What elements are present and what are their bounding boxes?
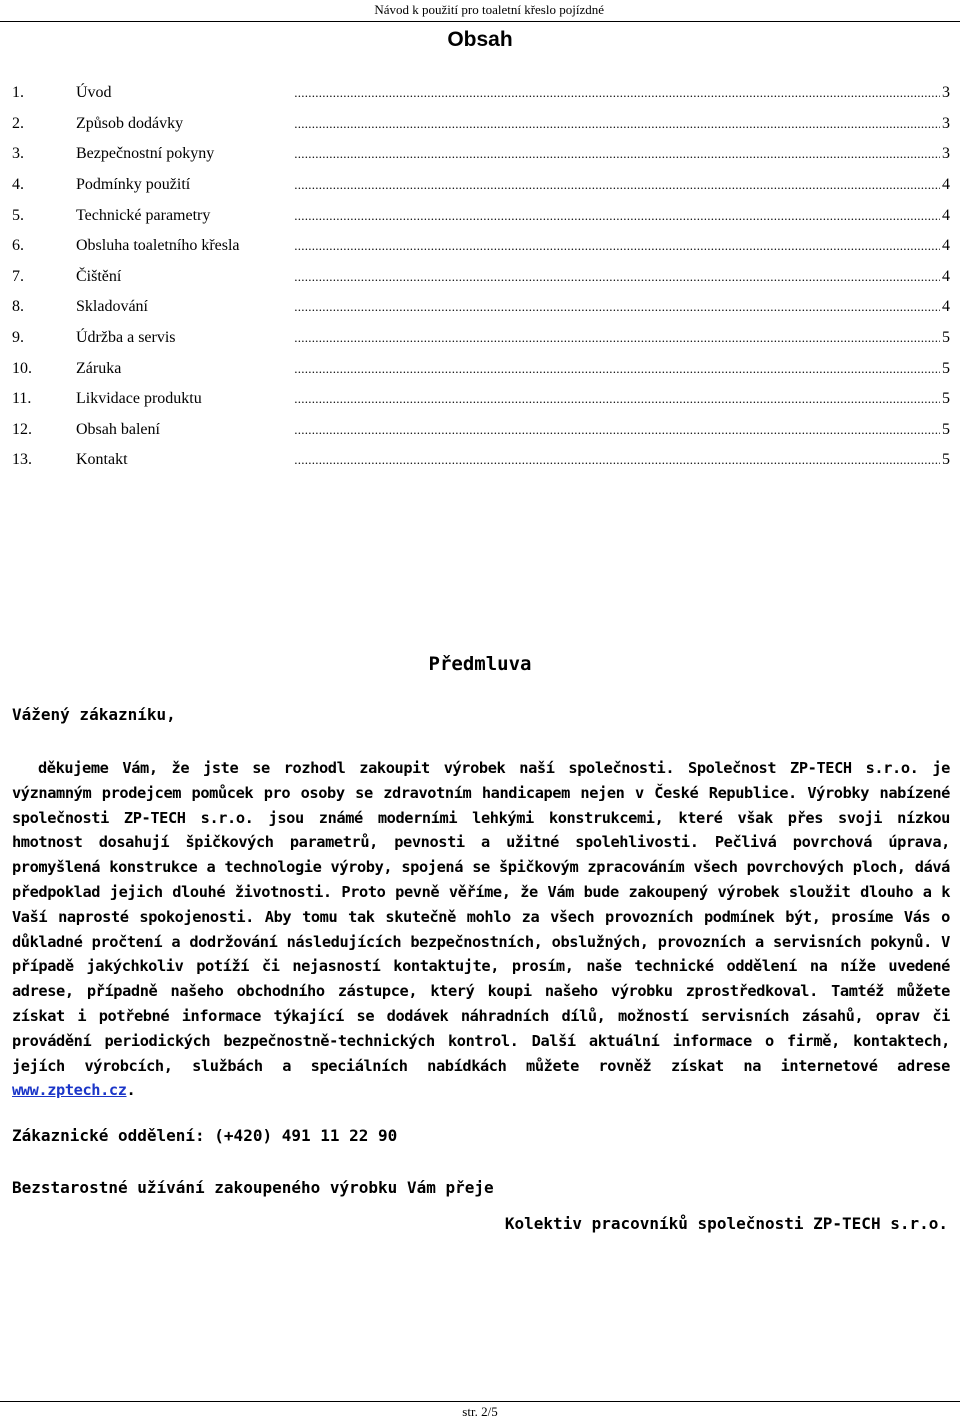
- toc-leader-dots: [114, 84, 940, 102]
- toc-item-number: 9.: [12, 329, 24, 347]
- toc-item-label: Údržba a servis: [76, 329, 176, 347]
- toc-item-number: 10.: [12, 359, 32, 377]
- toc-title: Obsah: [447, 28, 513, 51]
- toc-leader-dots: [178, 329, 940, 347]
- toc-leader-dots: [242, 237, 940, 255]
- toc-leader-dots: [212, 207, 940, 225]
- toc-item[interactable]: [12, 353, 950, 384]
- toc-item[interactable]: [12, 109, 950, 140]
- toc-item-label: Skladování: [76, 298, 148, 316]
- toc-item-page: 4: [942, 298, 950, 316]
- toc-item-label: Bezpečnostní pokyny: [76, 145, 215, 163]
- toc-leader-dots: [204, 390, 940, 408]
- toc-item-number: 6.: [12, 237, 24, 255]
- toc-leader-dots: [192, 176, 940, 194]
- toc-leader-dots: [123, 268, 940, 286]
- toc-item[interactable]: [12, 323, 950, 354]
- toc-item[interactable]: [12, 445, 950, 476]
- toc-item-label: Technické parametry: [76, 206, 211, 224]
- running-header-title: Návod k použití pro toaletní křeslo pojízdné: [374, 2, 604, 17]
- toc-item-label: Způsob dodávky: [76, 114, 184, 132]
- toc-item-number: 11.: [12, 390, 32, 408]
- toc-item-page: 3: [942, 145, 950, 163]
- website-link[interactable]: www.zptech.cz: [12, 1081, 127, 1100]
- toc-item-label: Likvidace produktu: [76, 390, 202, 408]
- toc-item-page: 4: [942, 267, 950, 285]
- toc-item-label: Obsluha toaletního křesla: [76, 237, 240, 255]
- running-header: [0, 0, 960, 22]
- toc-item[interactable]: [12, 262, 950, 293]
- closing-wish: Bezstarostné užívání zakoupeného výrobku Vám přeje: [12, 1178, 494, 1197]
- toc-item-number: 4.: [12, 176, 24, 194]
- toc-item-page: 4: [942, 237, 950, 255]
- toc-item-page: 5: [942, 390, 950, 408]
- toc-item-label: Podmínky použití: [76, 176, 191, 194]
- toc-leader-dots: [123, 360, 940, 378]
- toc-item-page: 5: [942, 359, 950, 377]
- signature: Kolektiv pracovníků společnosti ZP-TECH s.r.o.: [504, 1214, 948, 1233]
- toc-item[interactable]: [12, 384, 950, 415]
- toc-leader-dots: [150, 298, 940, 316]
- toc-item-number: 13.: [12, 451, 32, 469]
- preface-body-end: .: [126, 1081, 136, 1100]
- preface-body: [12, 756, 950, 1103]
- toc-item-page: 5: [942, 420, 950, 438]
- toc-item[interactable]: [12, 170, 950, 201]
- toc-item-number: 8.: [12, 298, 24, 316]
- preface-body-text: děkujeme Vám, že jste se rozhodl zakoupit výrobek naší společnosti. Společnost ZP-TECH s.r.o. je významným prodejcem pomůcek pro osoby se zdravotním handicapem nejen v České Republice. Výrobky nabízené společnosti ZP-TECH s.r.o. jsou známé moderními lehkými konstrukcemi, které však přes svoji nízkou hmotnost dosahují špičkových parametrů, pevnosti a užitné spolehlivosti. Pečlivá povrchová úprava, promyšlená konstrukce a technologie výroby, spojená se špičkovým zpracováním všech povrchových ploch, dává předpoklad jejich dlouhé životnosti. Proto pevně věříme, že Vám bude zakoupený výrobek sloužit dlouho a k Vaší naprosté spokojenosti. Aby tomu tak skutečně mohlo za všech provozních podmínek být, prosíme Vás o důkladné pročtení a dodržování následujících bezpečnostních, obslužných, provozních a servisních pokynů. V případě jakýchkoliv potíží či nejasností kontaktujte, prosím, naše technické oddělení na níže uvedené adrese, případně našeho obchodního zástupce, který koupi našeho výrobku zprostředkoval. Tamtéž můžete získat i potřebné informace týkající se dodávek náhradních dílů, možností servisních zásahů, oprav či provádění periodických bezpečnostně-technických kontrol. Další aktuální informace o firmě, kontaktech, jejích výrobcích, službách a speciálních nabídkách můžete rovněž získat na internetové adrese: [12, 759, 950, 1075]
- toc-item-page: 4: [942, 176, 950, 194]
- toc-item-label: Čištění: [76, 267, 122, 285]
- toc-item-number: 7.: [12, 267, 24, 285]
- toc-item-label: Obsah balení: [76, 420, 160, 438]
- salutation: Vážený zákazníku,: [12, 705, 176, 724]
- footer-divider: [0, 1401, 960, 1402]
- table-of-contents: [12, 78, 950, 476]
- toc-item-label: Záruka: [76, 359, 122, 377]
- toc-item-number: 12.: [12, 420, 32, 438]
- page-number: str. 2/5: [462, 1404, 498, 1419]
- customer-service-phone: Zákaznické oddělení: (+420) 491 11 22 90: [12, 1126, 398, 1145]
- toc-item[interactable]: [12, 200, 950, 231]
- toc-leader-dots: [185, 115, 940, 133]
- toc-leader-dots: [162, 421, 940, 439]
- toc-item[interactable]: [12, 139, 950, 170]
- toc-item-page: 4: [942, 206, 950, 224]
- toc-item-label: Kontakt: [76, 451, 128, 469]
- toc-item-page: 5: [942, 451, 950, 469]
- toc-item-number: 2.: [12, 114, 24, 132]
- toc-item-page: 3: [942, 114, 950, 132]
- toc-item-number: 1.: [12, 84, 24, 102]
- toc-item-number: 5.: [12, 206, 24, 224]
- toc-item[interactable]: [12, 415, 950, 446]
- toc-item[interactable]: [12, 231, 950, 262]
- toc-leader-dots: [216, 145, 940, 163]
- toc-item-label: Úvod: [76, 84, 112, 102]
- toc-item[interactable]: [12, 78, 950, 109]
- toc-item-number: 3.: [12, 145, 24, 163]
- toc-item-page: 3: [942, 84, 950, 102]
- toc-item[interactable]: [12, 292, 950, 323]
- toc-item-page: 5: [942, 329, 950, 347]
- toc-leader-dots: [130, 451, 940, 469]
- preface-title: Předmluva: [428, 653, 532, 675]
